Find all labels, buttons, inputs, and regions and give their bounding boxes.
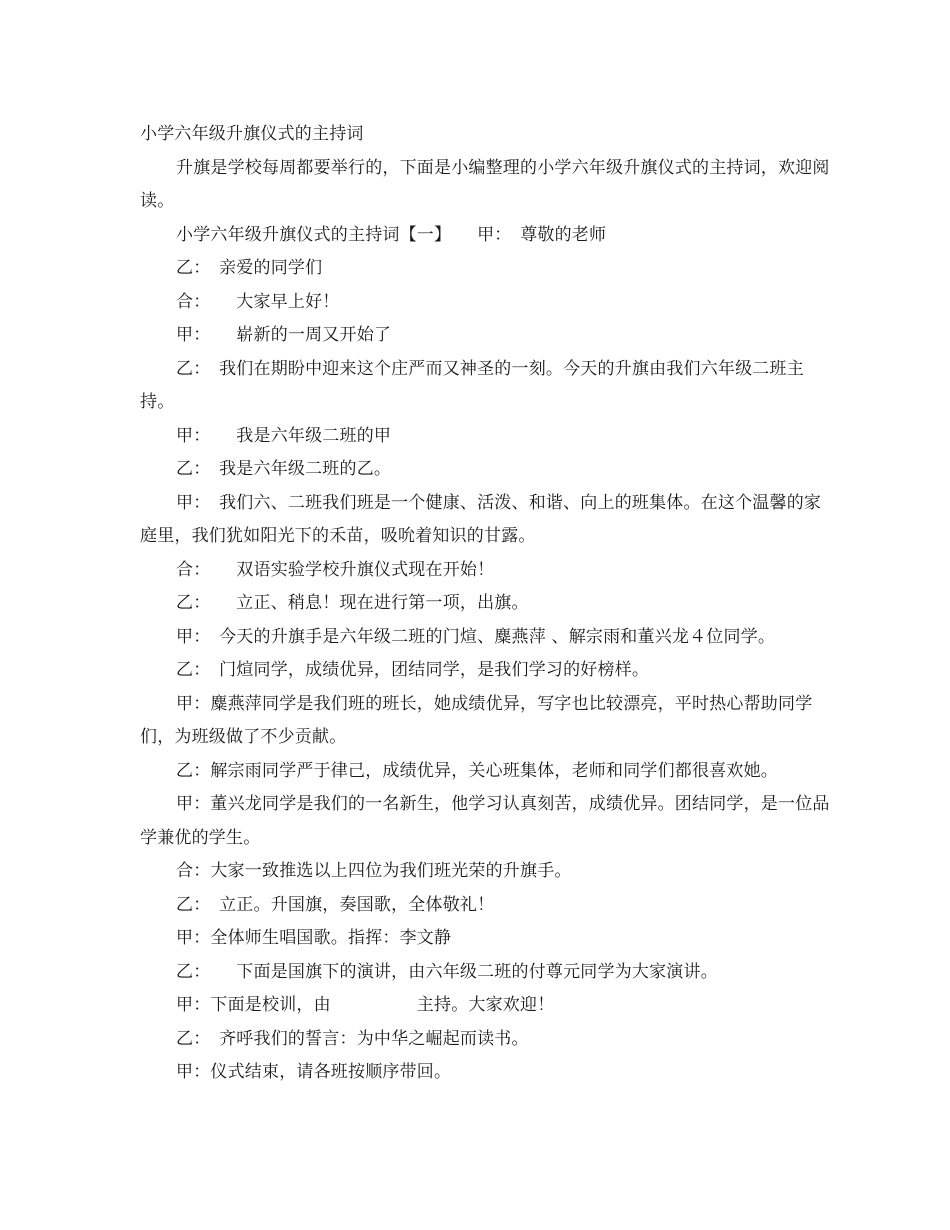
paragraph: 合： 双语实验学校升旗仪式现在开始！: [176, 559, 495, 580]
paragraph: 合： 大家早上好！: [176, 291, 340, 312]
paragraph: 甲：董兴龙同学是我们的一名新生，他学习认真刻苦，成绩优异。团结同学，是一位品学兼优的学生。: [140, 794, 830, 848]
paragraph: 乙： 立正。升国旗，奏国歌，全体敬礼！: [176, 894, 495, 915]
paragraph: 甲： 我是六年级二班的甲: [176, 425, 392, 446]
paragraph: 乙： 门煊同学，成绩优异，团结同学，是我们学习的好榜样。: [176, 660, 650, 680]
paragraph: 甲：仪式结束，请各班按顺序带回。: [176, 1062, 452, 1082]
paragraph: 乙： 我们在期盼中迎来这个庄严而又神圣的一刻。今天的升旗由我们六年级二班主持。: [140, 358, 804, 412]
paragraph: 乙： 我是六年级二班的乙。: [176, 459, 392, 479]
paragraph: 甲：麋燕萍同学是我们班的班长，她成绩优异，写字也比较漂亮，平时热心帮助同学们，为班级做了不少贡献。: [140, 693, 813, 747]
paragraph: 乙：解宗雨同学严于律己，成绩优异，关心班集体，老师和同学们都很喜欢她。: [176, 760, 778, 781]
paragraph: 甲： 我们六、二班我们班是一个健康、活泼、和谐、向上的班集体。在这个温馨的家庭里，我们犹如阳光下的禾苗，吸吮着知识的甘露。: [140, 492, 822, 546]
paragraph: 乙： 亲爱的同学们: [176, 258, 323, 278]
paragraph-section-heading: 小学六年级升旗仪式的主持词【一】 甲： 尊敬的老师: [176, 224, 607, 245]
paragraph: 乙： 齐呼我们的誓言：为中华之崛起而读书。: [176, 1028, 529, 1049]
paragraph-intro: 升旗是学校每周都要举行的，下面是小编整理的小学六年级升旗仪式的主持词，欢迎阅读。: [140, 157, 830, 211]
document-body: [140, 118, 830, 1090]
paragraph: 甲：下面是校训，由 主持。大家欢迎！: [176, 995, 555, 1015]
paragraph: 合：大家一致推选以上四位为我们班光荣的升旗手。: [176, 861, 572, 881]
paragraph: 甲：全体师生唱国歌。指挥：李文静: [176, 928, 452, 948]
paragraph: 甲： 崭新的一周又开始了: [176, 325, 392, 345]
paragraph: 乙： 下面是国旗下的演讲，由六年级二班的付尊元同学为大家演讲。: [176, 961, 718, 982]
paragraph: 甲： 今天的升旗手是六年级二班的门煊、麋燕萍 、解宗雨和董兴龙４位同学。: [176, 626, 776, 647]
document-title: 小学六年级升旗仪式的主持词: [140, 124, 364, 144]
paragraph: 乙： 立正、稍息！现在进行第一项，出旗。: [176, 593, 529, 613]
